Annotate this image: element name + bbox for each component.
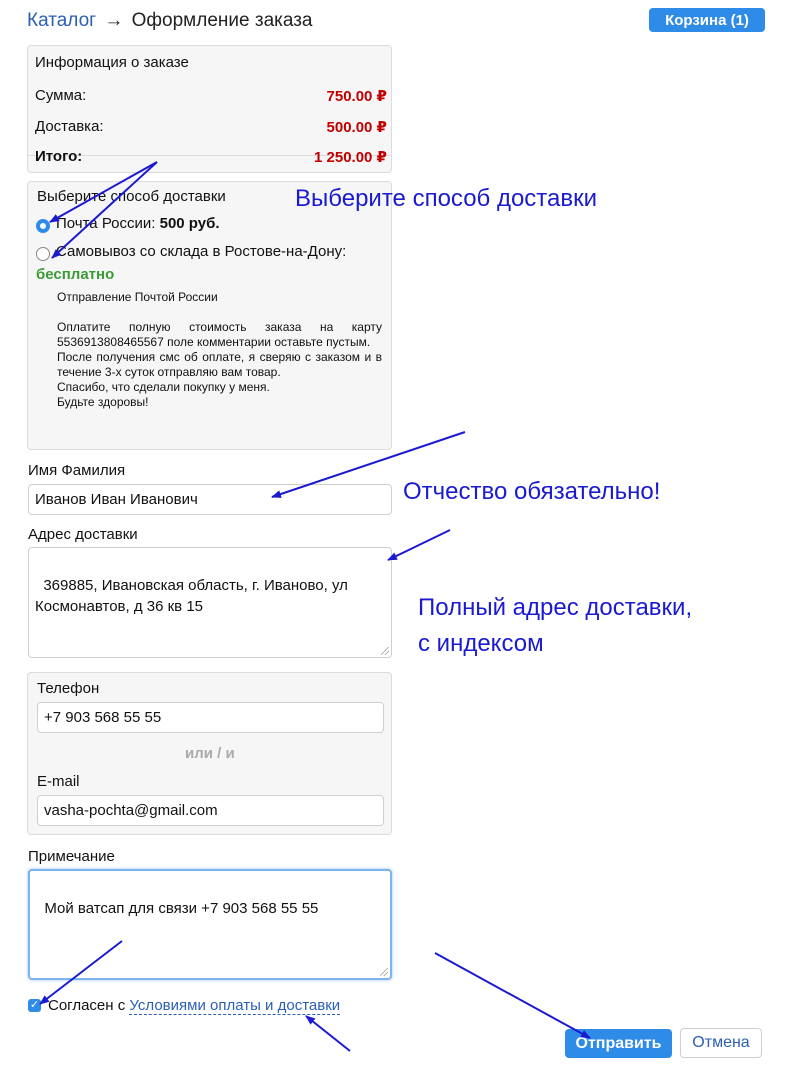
comment-value: Мой ватсап для связи +7 903 568 55 55	[44, 900, 319, 917]
delivery-post-price: 500 руб.	[159, 215, 220, 232]
annotation-patronymic-hint: Отчество обязательно!	[403, 478, 661, 505]
order-total-value: 1 250.00 ₽	[314, 149, 387, 166]
delivery-post-label: Почта России:	[56, 215, 156, 232]
order-total-label: Итого:	[35, 148, 83, 165]
delivery-post-radio[interactable]	[36, 219, 50, 233]
delivery-pickup-option[interactable]: Самовывоз со склада в Ростове-на-Дону:	[56, 243, 347, 260]
delivery-note-line	[57, 305, 382, 320]
cart-button[interactable]: Корзина (1)	[649, 8, 765, 32]
resize-handle-icon[interactable]	[380, 968, 388, 976]
email-label: E-mail	[37, 773, 80, 790]
agree-label: Согласен с	[48, 997, 126, 1014]
order-info-panel	[27, 45, 392, 173]
breadcrumb-catalog-link[interactable]: Каталог	[27, 10, 97, 31]
order-delivery-label: Доставка:	[35, 118, 104, 135]
annotation-address-hint-2: с индексом	[418, 630, 544, 657]
comment-textarea[interactable]	[28, 869, 392, 980]
delivery-note	[57, 290, 382, 410]
arrow-to-address-input	[388, 530, 450, 560]
breadcrumb-arrow-icon: →	[104, 10, 124, 31]
contact-panel	[27, 672, 392, 835]
cancel-button[interactable]: Отмена	[680, 1028, 762, 1058]
delivery-note-line: После получения смс об оплате, я сверяю с заказом и в течение 3-х суток отправляю вам товар.	[57, 350, 382, 379]
delivery-panel	[27, 181, 392, 450]
agree-text	[48, 997, 340, 1014]
address-label: Адрес доставки	[28, 526, 138, 543]
order-delivery-value: 500.00 ₽	[326, 119, 387, 136]
phone-input[interactable]: +7 903 568 55 55	[37, 702, 384, 733]
delivery-pickup-price: бесплатно	[36, 266, 115, 283]
delivery-pickup-radio[interactable]	[36, 247, 50, 261]
resize-handle-icon[interactable]	[381, 647, 389, 655]
comment-label: Примечание	[28, 848, 115, 865]
address-value: 369885, Ивановская область, г. Иваново, ул Космонавтов, д 36 кв 15	[35, 577, 353, 615]
delivery-title: Выберите способ доставки	[37, 188, 226, 205]
annotation-address-hint-1: Полный адрес доставки,	[418, 594, 693, 621]
arrow-to-submit-button	[435, 953, 590, 1038]
agree-checkbox[interactable]: ✓	[29, 999, 40, 1011]
order-delivery-row	[35, 118, 387, 136]
or-separator: или / и	[185, 745, 235, 762]
delivery-note-line: Оплатите полную стоимость заказа на карту 5536913808465567 поле комментарии оставьте пустым.	[57, 320, 382, 349]
order-sum-label: Сумма:	[35, 87, 87, 104]
delivery-note-line: Отправление Почтой России	[57, 290, 218, 304]
name-label: Имя Фамилия	[28, 462, 126, 479]
address-textarea[interactable]	[28, 547, 392, 658]
delivery-note-line: Будьте здоровы!	[57, 395, 149, 409]
email-input[interactable]: vasha-pochta@gmail.com	[37, 795, 384, 826]
order-sum-row	[35, 87, 387, 105]
annotation-delivery-hint: Выберите способ доставки	[295, 185, 598, 212]
phone-label: Телефон	[37, 680, 100, 697]
name-input[interactable]: Иванов Иван Иванович	[28, 484, 392, 515]
order-sum-value: 750.00 ₽	[326, 88, 387, 105]
page-title: Оформление заказа	[131, 10, 313, 31]
delivery-post-option[interactable]	[56, 215, 220, 232]
delivery-note-line: Спасибо, что сделали покупку у меня.	[57, 380, 270, 394]
order-info-title: Информация о заказе	[35, 54, 189, 71]
order-total-row	[35, 148, 387, 166]
terms-link[interactable]: Условиями оплаты и доставки	[129, 997, 341, 1014]
submit-button[interactable]: Отправить	[565, 1029, 672, 1058]
breadcrumb	[27, 10, 313, 32]
arrow-to-terms-link	[306, 1016, 350, 1051]
